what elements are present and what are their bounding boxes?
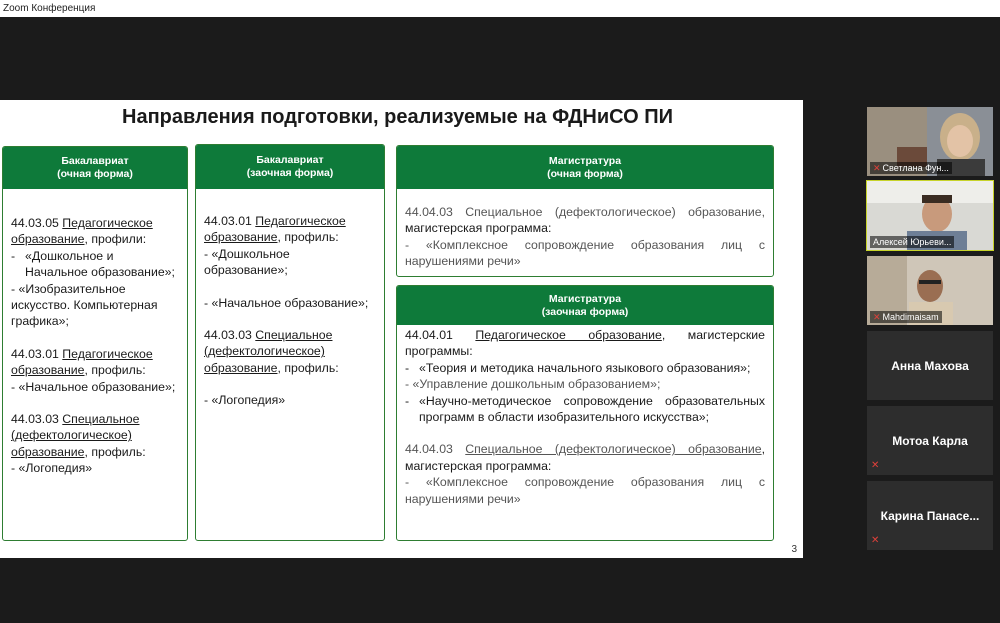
slide-number: 3: [791, 544, 797, 555]
program-line: 44.03.05 Педагогическое образование, профили:: [11, 216, 153, 247]
participant-tile[interactable]: [867, 331, 993, 400]
profile-item: - «Дошкольное образование»;: [204, 246, 290, 278]
profile-item: - «Логопедия»: [11, 461, 93, 476]
box-bachelor-extramural: [195, 144, 385, 541]
profile-item: - «Теория и методика начального языкового образования»;: [405, 360, 751, 375]
profile-item: - «Управление дошкольным образованием»;: [405, 377, 661, 392]
mic-muted-icon: ✕: [871, 460, 880, 471]
participant-name: ✕ Светлана Фун...: [870, 162, 952, 174]
shared-slide: [0, 100, 803, 558]
mic-muted-icon: ✕: [873, 312, 881, 322]
participant-tile-active-speaker[interactable]: [867, 181, 993, 250]
profile-item: - «Начальное образование»;: [204, 295, 369, 310]
participant-tile[interactable]: [867, 406, 993, 475]
profile-item: - «Комплексное сопровождение образования лиц с нарушениями речи»: [405, 237, 765, 269]
participant-tile[interactable]: [867, 481, 993, 550]
window-title-bar: [0, 0, 1000, 17]
program-line: 44.03.03 Специальное (дефектологическое) образование, профиль:: [204, 328, 339, 375]
box-header: Магистратура (заочная форма): [397, 286, 773, 325]
profile-item: - «Логопедия»: [204, 393, 286, 408]
profile-item: - «Комплексное сопровождение образования лиц с нарушениями речи»: [405, 475, 765, 506]
participant-tile[interactable]: [867, 256, 993, 325]
box-master-fulltime: [396, 145, 774, 277]
participant-name: Анна Махова: [891, 358, 969, 373]
profile-item: - «Дошкольное и Начальное образование»;: [11, 248, 175, 280]
program-line: 44.03.01 Педагогическое образование, профиль:: [11, 346, 153, 378]
participant-tile[interactable]: [867, 107, 993, 176]
window-title: Zoom Конференция: [3, 3, 96, 14]
box-header: Бакалавриат (заочная форма): [196, 145, 384, 189]
participant-name: Алексей Юрьеви...: [870, 236, 954, 248]
program-line: 44.04.03 Специальное (дефектологическое) образование, магистерская программа:: [405, 205, 765, 236]
program-line: 44.04.01 Педагогическое образование, магистерские программы:: [405, 328, 765, 359]
box-bachelor-fulltime: [2, 146, 188, 541]
box-header: Магистратура (очная форма): [397, 146, 773, 189]
box-master-extramural: [396, 285, 774, 541]
mic-muted-icon: ✕: [871, 535, 880, 546]
program-line: 44.03.03 Специальное (дефектологическое) образование, профиль:: [11, 412, 146, 459]
profile-item: - «Изобразительное искусство. Компьютерная графика»;: [11, 281, 158, 329]
mic-muted-icon: ✕: [873, 163, 881, 173]
slide-title: Направления подготовки, реализуемые на ФДНиСО ПИ: [122, 106, 673, 128]
participant-name: Карина Панасе...: [880, 508, 980, 523]
profile-item: - «Начальное образование»;: [11, 379, 176, 394]
program-line: 44.03.01 Педагогическое образование, профиль:: [204, 214, 346, 245]
profile-item: - «Научно-методическое сопровождение образовательных программ в области изобразительного искусства»;: [405, 393, 765, 425]
participant-name: Мотоа Карла: [892, 433, 968, 448]
participant-name: ✕ Mahdimaisam: [870, 311, 942, 323]
program-line: 44.04.03 Специальное (дефектологическое) образование, магистерская программа:: [405, 442, 765, 473]
box-header: Бакалавриат (очная форма): [3, 147, 187, 189]
